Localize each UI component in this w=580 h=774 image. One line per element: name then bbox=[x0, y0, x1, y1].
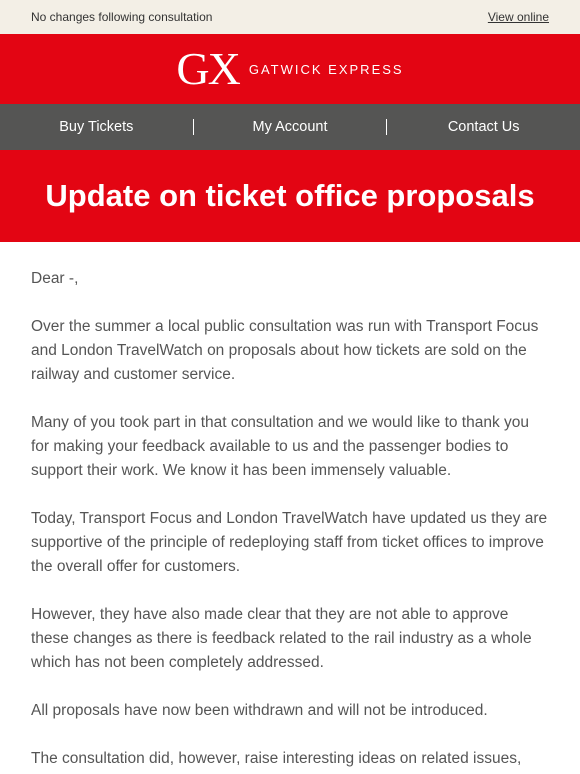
greeting: Dear -, bbox=[31, 270, 79, 287]
view-online-link[interactable]: View online bbox=[487, 10, 549, 24]
body-paragraph: Many of you took part in that consultation and we would like to thank you for making your feedback available to us and the passenger bodies to support their work. We know it has been immensely valuable. bbox=[31, 414, 530, 479]
brand-header bbox=[0, 34, 580, 104]
body-paragraph: Today, Transport Focus and London TravelWatch have updated us they are supportive of the principle of redeploying staff from ticket offices to improve the overall offer for customers. bbox=[31, 510, 548, 575]
hero-title: Update on ticket office proposals bbox=[45, 178, 535, 213]
gx-logo-mark: GX bbox=[176, 43, 239, 94]
body-paragraph: However, they have also made clear that they are not able to approve these changes as there is feedback related to the rail industry as a whole which has not been completely addressed. bbox=[31, 606, 532, 671]
preheader-text: No changes following consultation bbox=[31, 10, 213, 24]
body-paragraph: All proposals have now been withdrawn and will not be introduced. bbox=[31, 702, 488, 719]
body-paragraph: Over the summer a local public consultation was run with Transport Focus and London TravelWatch on proposals about how tickets are sold on the railway and customer service. bbox=[31, 318, 539, 383]
hero-banner bbox=[0, 150, 580, 242]
main-nav bbox=[0, 104, 580, 150]
preheader-bar bbox=[0, 0, 580, 34]
nav-buy-tickets[interactable]: Buy Tickets bbox=[59, 119, 134, 135]
email-body bbox=[0, 242, 580, 771]
nav-contact-us[interactable]: Contact Us bbox=[447, 119, 520, 135]
gatwick-express-logo[interactable] bbox=[176, 43, 404, 94]
nav-my-account[interactable]: My Account bbox=[252, 119, 328, 135]
logo-wordmark: GATWICK EXPRESS bbox=[248, 61, 404, 77]
body-paragraph: The consultation did, however, raise interesting ideas on related issues, bbox=[31, 750, 522, 767]
